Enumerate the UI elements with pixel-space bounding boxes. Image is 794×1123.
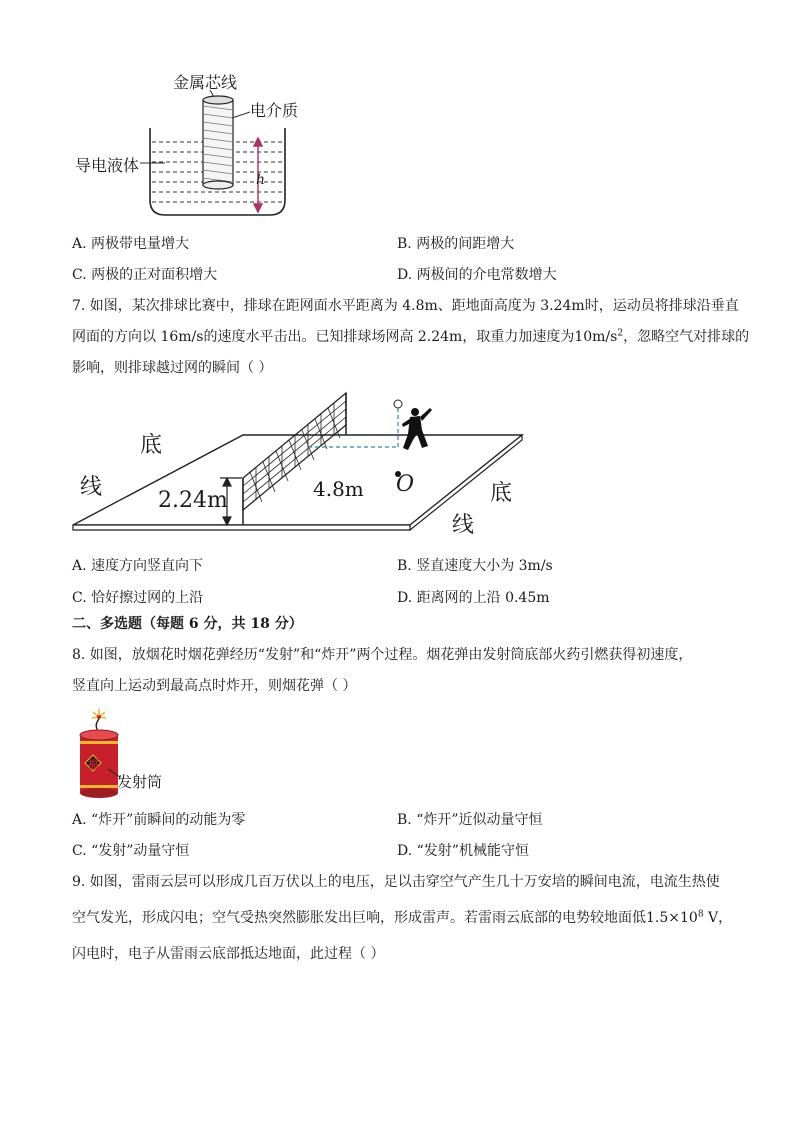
label-baseline-xian-right: 线 bbox=[452, 513, 475, 538]
q7-option-a: A. 速度方向竖直向下 bbox=[72, 558, 204, 574]
spark-center bbox=[97, 715, 101, 719]
tube-top bbox=[80, 730, 118, 740]
fig8-firework-tube bbox=[72, 705, 182, 801]
gold-band-bottom bbox=[80, 785, 118, 788]
label-baseline-di-right: 底 bbox=[490, 481, 513, 506]
q7-option-d: D. 距离网的上沿 0.45m bbox=[397, 590, 550, 606]
q7-line2-text: 网面的方向以 16m/s的速度水平击出。已知排球场网高 2.24m，取重力加速度为10m/s bbox=[72, 329, 618, 345]
label-baseline-xian-left: 线 bbox=[80, 475, 103, 500]
q9-line2-unit: V， bbox=[703, 910, 733, 926]
q9-line2-sup: 8 bbox=[697, 909, 704, 920]
q6-option-b: B. 两极的间距增大 bbox=[397, 236, 515, 252]
q9-line1: 9. 如图，雷雨云层可以形成几百万伏以上的电压，足以击穿空气产生几十万安培的瞬间电流，电流生热使 bbox=[72, 874, 720, 890]
q7-line3: 影响，则排球越过网的瞬间（ ） bbox=[72, 360, 273, 376]
q8-line1: 8. 如图，放烟花时烟花弹经历“发射”和“炸开”两个过程。烟花弹由发射筒底部火药引燃获得初速度， bbox=[72, 647, 693, 663]
q7-line1: 7. 如图，某次排球比赛中，排球在距网面水平距离为 4.8m、距地面高度为 3.24m时，运动员将排球沿垂直 bbox=[72, 298, 739, 314]
cylinder-bottom bbox=[203, 181, 233, 189]
label-net-height: 2.24m bbox=[158, 488, 228, 513]
q8-option-b: B. “炸开”近似动量守恒 bbox=[397, 812, 543, 828]
label-conductive-liquid: 导电液体 bbox=[75, 156, 140, 175]
label-launch-tube: 发射筒 bbox=[117, 773, 163, 791]
volleyball bbox=[394, 400, 402, 408]
q8-option-a: A. “炸开”前瞬间的动能为零 bbox=[72, 812, 246, 828]
q6-option-a: A. 两极带电量增大 bbox=[72, 236, 190, 252]
label-baseline-di-left: 底 bbox=[140, 433, 163, 458]
q9-line3: 闪电时，电子从雷雨云底部抵达地面，此过程（ ） bbox=[72, 946, 385, 962]
q9-line2-text: 空气发光，形成闪电；空气受热突然膨胀发出巨响，形成雷声。若雷雨云底部的电势较地面低1.5×10 bbox=[72, 910, 698, 926]
label-h: h bbox=[256, 172, 266, 188]
label-metal-core: 金属芯线 bbox=[173, 73, 238, 92]
fu-char: 福 bbox=[87, 758, 99, 771]
label-horizontal-distance: 4.8m bbox=[313, 477, 364, 501]
q8-option-c: C. “发射”动量守恒 bbox=[72, 843, 190, 859]
label-dielectric: 电介质 bbox=[250, 101, 299, 120]
section-2-heading: 二、多选题（每题 6 分，共 18 分） bbox=[72, 616, 303, 632]
label-point-o: O bbox=[396, 472, 415, 497]
fig7-volleyball-court bbox=[70, 390, 530, 540]
q7-line2-sup: 2 bbox=[617, 328, 624, 339]
cylinder-top bbox=[203, 96, 233, 104]
court-front-edge bbox=[73, 525, 410, 530]
q7-option-b: B. 竖直速度大小为 3m/s bbox=[397, 558, 553, 574]
tube-bottom bbox=[80, 788, 118, 798]
q8-line2: 竖直向上运动到最高点时炸开，则烟花弹（ ） bbox=[72, 678, 357, 694]
fig6-capacitor-diagram bbox=[70, 60, 330, 230]
q6-option-d: D. 两极间的介电常数增大 bbox=[397, 267, 557, 283]
q8-option-d: D. “发射”机械能守恒 bbox=[397, 843, 529, 859]
fuse bbox=[96, 719, 99, 731]
q9-line2 bbox=[72, 908, 732, 928]
q6-option-c: C. 两极的正对面积增大 bbox=[72, 267, 218, 283]
gold-band-top bbox=[80, 741, 118, 744]
q7-option-c: C. 恰好擦过网的上沿 bbox=[72, 590, 204, 606]
q7-line2 bbox=[72, 327, 749, 347]
q7-line2-tail: ，忽略空气对排球的 bbox=[623, 329, 750, 345]
dielectric-leader bbox=[232, 112, 250, 118]
